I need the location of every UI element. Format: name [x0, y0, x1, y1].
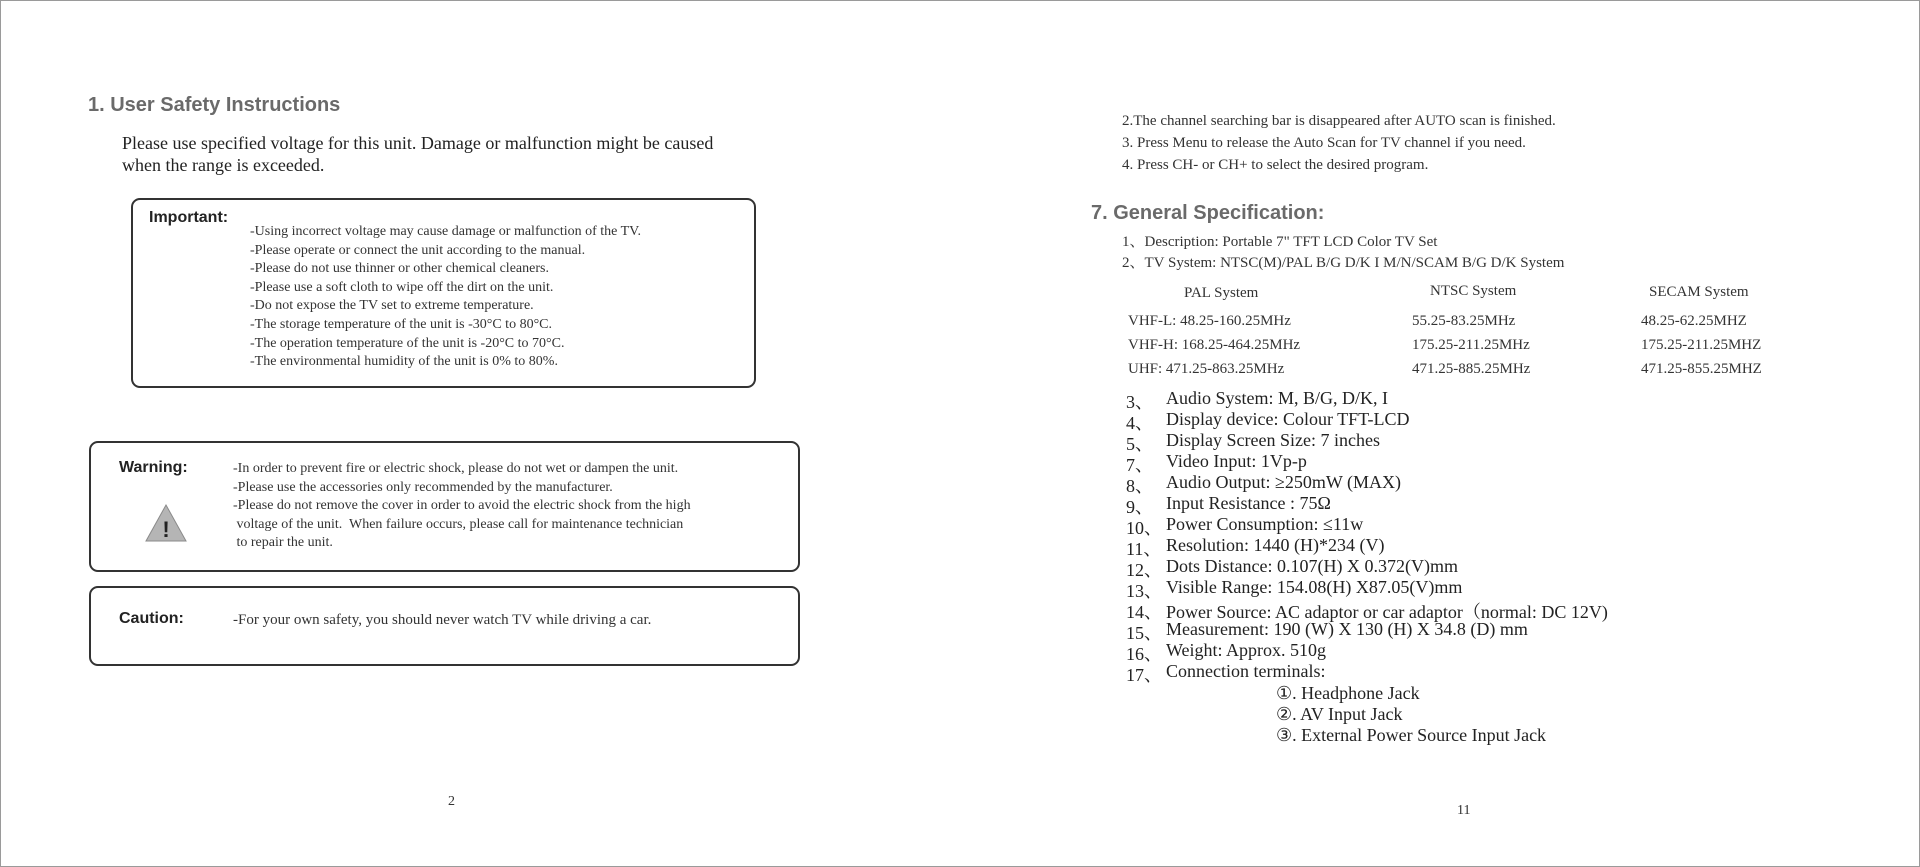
spec-text: Power Consumption: ≤11w — [1166, 514, 1364, 534]
warning-box — [89, 441, 800, 572]
important-item: -Please do not use thinner or other chemical cleaners. — [250, 261, 549, 277]
warning-item: voltage of the unit. When failure occurs, please call for maintenance technician — [233, 516, 684, 532]
warning-label: Warning: — [119, 459, 188, 476]
spec-num: 8、 — [1126, 476, 1153, 496]
spec-list — [1126, 388, 1826, 748]
spec-num: 3、 — [1126, 392, 1153, 412]
table-header-secam: SECAM System — [1649, 284, 1749, 300]
spec-num: 10、 — [1126, 518, 1162, 538]
spec-description: 1、Description: Portable 7" TFT LCD Color TV Set — [1122, 234, 1438, 250]
table-cell: UHF: 471.25-863.25MHz — [1128, 361, 1285, 377]
spec-text: Visible Range: 154.08(H) X87.05(V)mm — [1166, 577, 1463, 597]
table-cell: 471.25-885.25MHz — [1412, 361, 1531, 377]
warning-item: to repair the unit. — [233, 535, 333, 551]
scan-note-line-1: 2.The channel searching bar is disappeared after AUTO scan is finished. — [1122, 113, 1556, 129]
spec-text: Dots Distance: 0.107(H) X 0.372(V)mm — [1166, 556, 1458, 576]
terminal-headphone: ①. Headphone Jack — [1276, 683, 1420, 703]
terminal-av-input: ②. AV Input Jack — [1276, 704, 1403, 724]
spec-text: Input Resistance : 75Ω — [1166, 493, 1331, 513]
spec-num: 9、 — [1126, 497, 1153, 517]
important-item: -Please use a soft cloth to wipe off the dirt on the unit. — [250, 279, 554, 295]
spec-num: 7、 — [1126, 455, 1153, 475]
warning-item: -Please do not remove the cover in order to avoid the electric shock from the high — [233, 498, 691, 514]
spec-text: Display Screen Size: 7 inches — [1166, 430, 1380, 450]
section-title-safety: 1. User Safety Instructions — [88, 94, 341, 116]
table-cell: 471.25-855.25MHZ — [1641, 361, 1762, 377]
important-label: Important: — [149, 209, 229, 226]
scan-note-line-3: 4. Press CH- or CH+ to select the desired program. — [1122, 157, 1429, 173]
page-number-right: 11 — [1457, 803, 1471, 818]
spec-text: Weight: Approx. 510g — [1166, 640, 1327, 660]
important-item: -The operation temperature of the unit is -20°C to 70°C. — [250, 335, 565, 351]
caution-box — [89, 586, 800, 666]
spec-num: 5、 — [1126, 434, 1153, 454]
important-item: -Do not expose the TV set to extreme temperature. — [250, 298, 534, 314]
spec-text: Display device: Colour TFT-LCD — [1166, 409, 1410, 429]
spec-num: 4、 — [1126, 413, 1153, 433]
spec-num: 12、 — [1126, 560, 1162, 580]
caution-label: Caution: — [119, 610, 184, 627]
terminal-power-input: ③. External Power Source Input Jack — [1276, 725, 1547, 745]
spec-text: Power Source: AC adaptor or car adaptor（normal: DC 12V) — [1166, 602, 1608, 622]
section-title-specs: 7. General Specification: — [1091, 202, 1325, 224]
table-cell: 175.25-211.25MHZ — [1641, 337, 1762, 353]
table-cell: VHF-L: 48.25-160.25MHz — [1128, 313, 1291, 329]
spec-text: Measurement: 190 (W) X 130 (H) X 34.8 (D) mm — [1166, 619, 1528, 639]
scan-note-line-2: 3. Press Menu to release the Auto Scan for TV channel if you need. — [1122, 135, 1526, 151]
spec-text: Connection terminals: — [1166, 661, 1326, 681]
spec-tv-system: 2、TV System: NTSC(M)/PAL B/G D/K I M/N/SCAM B/G D/K System — [1122, 255, 1565, 271]
warning-icon-glyph: ! — [162, 517, 170, 542]
important-item: -The environmental humidity of the unit is 0% to 80%. — [250, 354, 558, 370]
table-header-pal: PAL System — [1184, 285, 1259, 301]
warning-item: -Please use the accessories only recommended by the manufacturer. — [233, 479, 613, 495]
table-cell: VHF-H: 168.25-464.25MHz — [1128, 337, 1301, 353]
intro-line-2: when the range is exceeded. — [122, 155, 325, 175]
spec-text: Resolution: 1440 (H)*234 (V) — [1166, 535, 1385, 555]
spec-num: 15、 — [1126, 623, 1162, 643]
table-header-ntsc: NTSC System — [1430, 283, 1517, 299]
important-item: -The storage temperature of the unit is -30°C to 80°C. — [250, 316, 553, 332]
important-item: -Please operate or connect the unit according to the manual. — [250, 242, 586, 258]
warning-item: -In order to prevent fire or electric shock, please do not wet or dampen the unit. — [233, 461, 679, 476]
spec-text: Audio System: M, B/G, D/K, I — [1166, 388, 1389, 408]
table-cell: 48.25-62.25MHZ — [1641, 313, 1747, 329]
spec-num: 17、 — [1126, 665, 1162, 685]
spec-num: 13、 — [1126, 581, 1162, 601]
spec-text: Video Input: 1Vp-p — [1166, 451, 1307, 471]
important-list — [250, 223, 641, 372]
spec-num: 11、 — [1126, 539, 1162, 559]
intro-line-1: Please use specified voltage for this unit. Damage or malfunction might be caused — [122, 133, 714, 153]
important-item: -Using incorrect voltage may cause damage or malfunction of the TV. — [250, 224, 641, 239]
table-cell: 55.25-83.25MHz — [1412, 313, 1516, 329]
warning-triangle-icon — [144, 503, 188, 543]
spec-text: Audio Output: ≥250mW (MAX) — [1166, 472, 1402, 492]
spec-num: 16、 — [1126, 644, 1162, 664]
spec-num: 14、 — [1126, 602, 1162, 622]
warning-list — [233, 460, 691, 553]
caution-text: -For your own safety, you should never watch TV while driving a car. — [233, 612, 652, 628]
page-number-left: 2 — [448, 794, 455, 809]
important-box — [131, 198, 756, 388]
table-cell: 175.25-211.25MHz — [1412, 337, 1530, 353]
